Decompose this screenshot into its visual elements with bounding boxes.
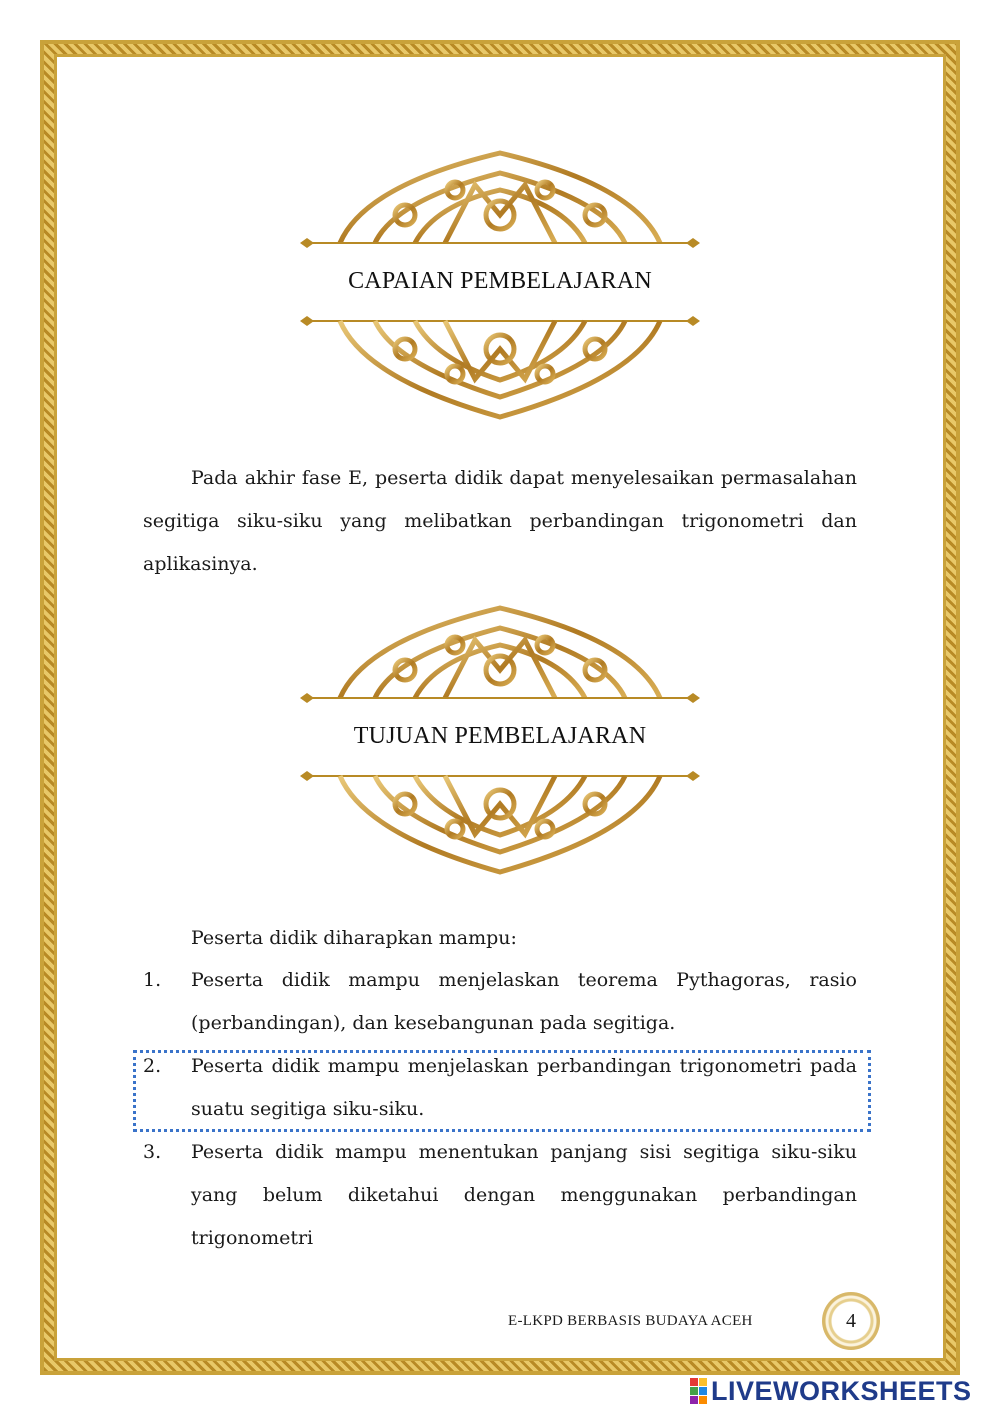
capaian-paragraph: Pada akhir fase E, peserta didik dapat menyelesaikan permasalahan segitiga siku-siku yang melibatkan perbandingan trigonometri dan aplikasinya. [143,467,857,575]
list-item-number: 2. [143,1055,162,1077]
list-item [143,1131,857,1260]
list-item-number: 1. [143,969,162,991]
list-item-text: Peserta didik mampu menentukan panjang sisi segitiga siku-siku yang belum diketahui dengan menggunakan perbandingan trigonometri [191,1141,857,1249]
liveworksheets-watermark[interactable] [690,1376,972,1406]
list-item [143,959,857,1045]
page-number: 4 [846,1309,856,1332]
watermark-text: LIVEWORKSHEETS [711,1375,972,1406]
selection-highlight-box[interactable] [133,1050,871,1132]
page-number-badge [822,1292,880,1350]
section-title-capaian: CAPAIAN PEMBELAJARAN [348,268,652,294]
list-item-number: 3. [143,1141,162,1163]
tujuan-intro: Peserta didik diharapkan mampu: [191,927,517,949]
footer-label: E-LKPD BERBASIS BUDAYA ACEH [508,1313,753,1329]
liveworksheets-logo-icon [690,1378,707,1404]
section-title-tujuan: TUJUAN PEMBELAJARAN [353,723,647,749]
list-item-text: Peserta didik mampu menjelaskan teorema Pythagoras, rasio (perbandingan), dan kesebangunan pada segitiga. [191,969,857,1034]
list-item-text: Peserta didik mampu menjelaskan perbandingan trigonometri pada suatu segitiga siku-siku. [191,1055,857,1120]
